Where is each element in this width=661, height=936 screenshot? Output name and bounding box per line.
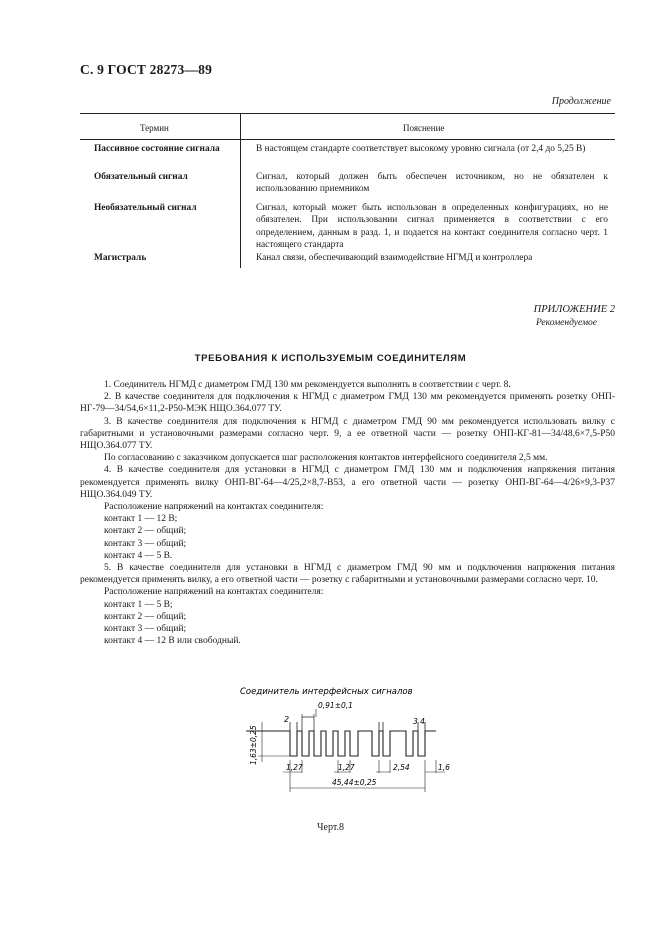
explanation-mandatory-signal: Сигнал, который должен быть обеспечен источником, но не обязателен к использованию приемником	[256, 172, 608, 195]
figure-caption: Черт.8	[317, 822, 344, 833]
paragraph: контакт 4 — 12 В или свободный.	[104, 636, 241, 647]
page-header: С. 9 ГОСТ 28273—89	[80, 62, 213, 77]
explanation-bus: Канал связи, обеспечивающий взаимодействие НГМД и контроллера	[256, 253, 533, 263]
term-mandatory-signal: Обязательный сигнал	[94, 172, 188, 182]
explanation-passive-state: В настоящем стандарте соответствует высокому уровню сигнала (от 2,4 до 5,25 В)	[256, 144, 586, 154]
dim-gap: 2,54	[393, 763, 410, 772]
table-top-rule	[80, 113, 615, 114]
paragraph: контакт 4 — 5 В.	[104, 550, 173, 561]
paragraph: По согласованию с заказчиком допускается шаг расположения контактов интерфейсного соединителя 2,5 мм.	[104, 453, 548, 464]
appendix-status: Рекомендуемое	[535, 318, 597, 328]
section-title: ТРЕБОВАНИЯ К ИСПОЛЬЗУЕМЫМ СОЕДИНИТЕЛЯМ	[194, 353, 467, 364]
paragraph: 2. В качестве соединителя для подключения к НГМД с диаметром ГМД 130 мм рекомендуется применять розетку ОНП-НГ-79—34/54,6×11,2-Р50-МЭК НЩО.364.077 ТУ.	[80, 392, 615, 415]
paragraph: 3. В качестве соединителя для подключения к НГМД с диаметром ГМД 90 мм рекомендуется использовать вилку с габаритными и установочными размерами согласно черт. 9, а ее ответной части — розетку ОНП-КГ-81—34/48,6×7,5-Р50 НЩО.364.077 ТУ.	[80, 416, 615, 452]
appendix-label: ПРИЛОЖЕНИЕ 2	[533, 304, 615, 315]
dim-top: 0,91±0,1	[318, 701, 353, 710]
label-pins-3-4: 3 4	[413, 717, 425, 726]
col-header-term: Термин	[140, 123, 169, 133]
paragraph: контакт 2 — общий;	[104, 611, 187, 622]
term-bus: Магистраль	[94, 253, 147, 263]
continuation-label: Продолжение	[551, 96, 611, 107]
paragraph: контакт 3 — общий;	[104, 538, 187, 549]
drawing-title: Соединитель интерфейсных сигналов	[240, 687, 413, 697]
explanation-optional-signal: Сигнал, который может быть использован в определенных конфигурациях, но не обязателен. При использовании сигнал применяется в соответствии с его определением, данным в разд. 1, и подается на контакт соединителя согласно черт. 1 настоящего стандарта	[256, 203, 608, 251]
paragraph: Расположение напряжений на контактах соединителя:	[104, 587, 324, 598]
dim-pitch-mid: 1,27	[338, 763, 355, 772]
table-header-rule	[80, 139, 615, 140]
contact-marks	[290, 722, 425, 731]
paragraph: контакт 3 — общий;	[104, 624, 187, 635]
dim-height: 1,63±0,25	[249, 725, 258, 765]
label-pin-2: 2	[284, 715, 290, 724]
paragraph: 1. Соединитель НГМД с диаметром ГМД 130 мм рекомендуется выполнять в соответствии с черт. 8.	[104, 380, 511, 390]
table-column-divider	[240, 113, 241, 268]
paragraph: контакт 1 — 12 В;	[104, 514, 178, 525]
connector-drawing	[0, 680, 661, 810]
body-text	[80, 379, 615, 647]
term-optional-signal: Необязательный сигнал	[94, 203, 197, 213]
dim-right: 1,6	[438, 763, 450, 772]
dim-total: 45,44±0,25	[332, 778, 377, 787]
paragraph: 5. В качестве соединителя для установки в НГМД с диаметром ГМД 90 мм и подключения напряжения питания рекомендуется применять вилку, а его ответной части — розетку с габаритными и установочными размерами согласно черт. 10.	[80, 563, 615, 586]
paragraph: контакт 2 — общий;	[104, 526, 187, 537]
dim-pitch-left: 1,27	[286, 763, 303, 772]
term-passive-state: Пассивное состояние сигнала	[94, 144, 220, 154]
paragraph: 4. В качестве соединителя для установки в НГМД с диаметром ГМД 130 мм и подключения напряжения питания рекомендуется применять вилку ОНП-ВГ-64—4/25,2×8,7-В53, а его ответной части — розетку ОНП-ВГ-64—4/26×9,3-Р37 НЩО.364.049 ТУ.	[80, 465, 615, 500]
col-header-explanation: Пояснение	[403, 123, 445, 133]
connector-profile	[246, 731, 436, 756]
paragraph: Расположение напряжений на контактах соединителя:	[104, 502, 324, 513]
paragraph: контакт 1 — 5 В;	[104, 599, 173, 610]
